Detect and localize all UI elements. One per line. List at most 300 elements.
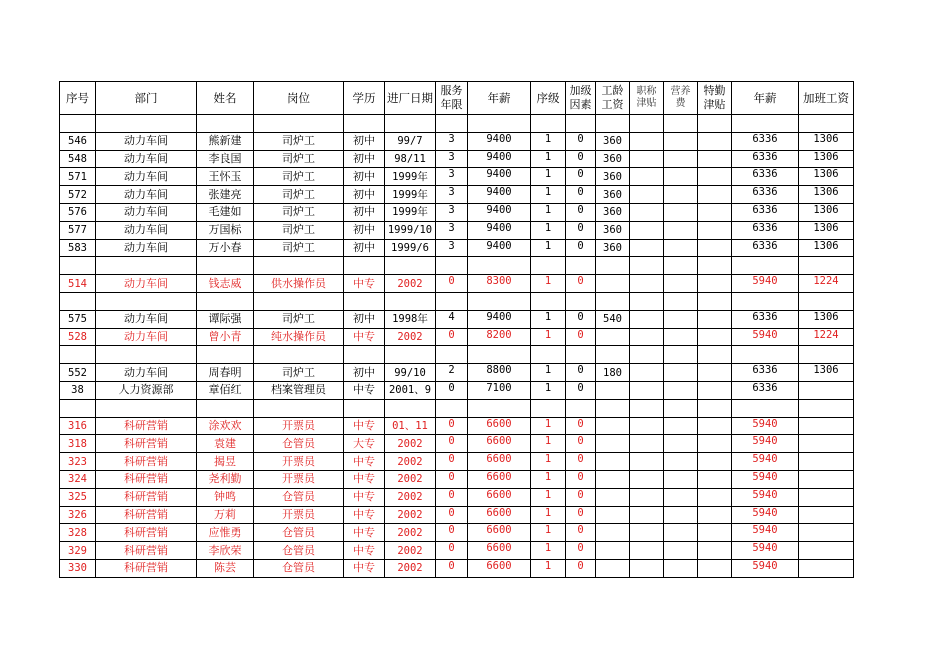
table-cell[interactable]: 中专 [344, 488, 385, 506]
table-cell[interactable]: 0 [436, 524, 468, 542]
table-cell[interactable]: 1306 [799, 168, 854, 186]
table-cell[interactable] [344, 346, 385, 364]
table-cell[interactable]: 1 [531, 310, 566, 328]
table-cell[interactable]: 司炉工 [254, 203, 344, 221]
table-cell[interactable]: 万小春 [197, 239, 254, 257]
header-cell[interactable]: 学历 [344, 82, 385, 115]
table-cell[interactable]: 0 [436, 559, 468, 577]
table-cell[interactable] [664, 488, 698, 506]
table-cell[interactable]: 1 [531, 275, 566, 293]
table-cell[interactable] [60, 257, 96, 275]
table-cell[interactable] [799, 542, 854, 560]
table-cell[interactable]: 初中 [344, 203, 385, 221]
table-cell[interactable] [197, 115, 254, 133]
table-cell[interactable] [254, 257, 344, 275]
table-cell[interactable]: 科研营销 [96, 417, 197, 435]
table-cell[interactable]: 开票员 [254, 453, 344, 471]
table-cell[interactable]: 1224 [799, 275, 854, 293]
table-cell[interactable]: 周春明 [197, 364, 254, 382]
table-cell[interactable] [630, 275, 664, 293]
table-cell[interactable]: 动力车间 [96, 364, 197, 382]
table-cell[interactable]: 0 [436, 381, 468, 399]
table-cell[interactable] [732, 115, 799, 133]
table-cell[interactable] [698, 115, 732, 133]
table-cell[interactable] [596, 506, 630, 524]
table-cell[interactable] [799, 381, 854, 399]
table-cell[interactable]: 开票员 [254, 470, 344, 488]
table-cell[interactable]: 6336 [732, 239, 799, 257]
table-cell[interactable]: 8200 [468, 328, 531, 346]
table-cell[interactable]: 1 [531, 186, 566, 204]
table-cell[interactable]: 0 [436, 488, 468, 506]
table-cell[interactable]: 6600 [468, 453, 531, 471]
table-cell[interactable]: 326 [60, 506, 96, 524]
table-cell[interactable] [630, 257, 664, 275]
table-cell[interactable] [596, 417, 630, 435]
table-cell[interactable]: 6600 [468, 559, 531, 577]
table-cell[interactable] [254, 292, 344, 310]
table-cell[interactable] [799, 559, 854, 577]
table-cell[interactable]: 5940 [732, 470, 799, 488]
table-cell[interactable]: 360 [596, 150, 630, 168]
table-cell[interactable] [254, 346, 344, 364]
table-cell[interactable] [531, 346, 566, 364]
table-cell[interactable]: 2002 [385, 435, 436, 453]
table-cell[interactable] [664, 417, 698, 435]
table-cell[interactable]: 0 [566, 150, 596, 168]
table-cell[interactable]: 0 [566, 221, 596, 239]
header-cell[interactable]: 特勤 津贴 [698, 82, 732, 115]
table-cell[interactable]: 初中 [344, 310, 385, 328]
table-cell[interactable]: 4 [436, 310, 468, 328]
header-cell[interactable]: 年薪 [468, 82, 531, 115]
header-cell[interactable]: 姓名 [197, 82, 254, 115]
table-cell[interactable]: 0 [566, 239, 596, 257]
table-cell[interactable]: 5940 [732, 453, 799, 471]
table-cell[interactable]: 0 [566, 542, 596, 560]
table-cell[interactable]: 初中 [344, 168, 385, 186]
table-cell[interactable]: 1306 [799, 310, 854, 328]
table-cell[interactable] [799, 417, 854, 435]
table-cell[interactable]: 档案管理员 [254, 381, 344, 399]
table-cell[interactable] [698, 203, 732, 221]
table-cell[interactable]: 0 [566, 203, 596, 221]
table-cell[interactable] [799, 435, 854, 453]
table-cell[interactable]: 科研营销 [96, 488, 197, 506]
header-cell[interactable]: 工龄 工资 [596, 82, 630, 115]
table-cell[interactable]: 初中 [344, 364, 385, 382]
table-cell[interactable]: 0 [566, 488, 596, 506]
table-cell[interactable] [596, 292, 630, 310]
table-cell[interactable]: 6336 [732, 203, 799, 221]
table-cell[interactable] [698, 275, 732, 293]
table-cell[interactable]: 动力车间 [96, 186, 197, 204]
table-cell[interactable]: 6600 [468, 488, 531, 506]
table-cell[interactable] [60, 115, 96, 133]
table-cell[interactable]: 2002 [385, 542, 436, 560]
table-cell[interactable] [664, 524, 698, 542]
table-cell[interactable] [596, 435, 630, 453]
table-cell[interactable]: 3 [436, 132, 468, 150]
table-cell[interactable]: 0 [566, 381, 596, 399]
table-cell[interactable]: 9400 [468, 186, 531, 204]
table-cell[interactable]: 0 [436, 417, 468, 435]
table-cell[interactable]: 98/11 [385, 150, 436, 168]
table-cell[interactable] [799, 292, 854, 310]
table-cell[interactable]: 动力车间 [96, 203, 197, 221]
table-cell[interactable]: 38 [60, 381, 96, 399]
table-cell[interactable] [566, 399, 596, 417]
table-cell[interactable] [436, 399, 468, 417]
table-cell[interactable] [566, 115, 596, 133]
table-cell[interactable] [698, 292, 732, 310]
table-cell[interactable] [698, 435, 732, 453]
table-cell[interactable] [664, 435, 698, 453]
table-cell[interactable] [596, 328, 630, 346]
table-cell[interactable]: 司炉工 [254, 150, 344, 168]
table-cell[interactable]: 司炉工 [254, 168, 344, 186]
table-cell[interactable]: 2002 [385, 453, 436, 471]
table-cell[interactable] [630, 239, 664, 257]
header-cell[interactable]: 序号 [60, 82, 96, 115]
table-cell[interactable] [664, 292, 698, 310]
table-cell[interactable] [197, 399, 254, 417]
table-cell[interactable]: 514 [60, 275, 96, 293]
table-cell[interactable] [468, 292, 531, 310]
table-cell[interactable]: 360 [596, 186, 630, 204]
table-cell[interactable]: 360 [596, 168, 630, 186]
table-cell[interactable] [596, 488, 630, 506]
table-cell[interactable] [385, 346, 436, 364]
table-cell[interactable] [630, 221, 664, 239]
table-cell[interactable]: 钱志威 [197, 275, 254, 293]
table-cell[interactable] [596, 381, 630, 399]
table-cell[interactable] [698, 488, 732, 506]
header-cell[interactable]: 加级 因素 [566, 82, 596, 115]
table-cell[interactable]: 329 [60, 542, 96, 560]
table-cell[interactable]: 9400 [468, 168, 531, 186]
table-cell[interactable]: 司炉工 [254, 132, 344, 150]
table-cell[interactable] [596, 346, 630, 364]
table-cell[interactable]: 1 [531, 221, 566, 239]
table-cell[interactable]: 1999年 [385, 168, 436, 186]
table-cell[interactable] [531, 257, 566, 275]
header-cell[interactable]: 服务 年限 [436, 82, 468, 115]
table-cell[interactable]: 0 [566, 559, 596, 577]
table-cell[interactable]: 5940 [732, 524, 799, 542]
table-cell[interactable] [436, 346, 468, 364]
table-cell[interactable]: 2002 [385, 488, 436, 506]
table-cell[interactable]: 科研营销 [96, 453, 197, 471]
table-cell[interactable]: 动力车间 [96, 310, 197, 328]
table-cell[interactable]: 323 [60, 453, 96, 471]
table-cell[interactable] [254, 399, 344, 417]
table-cell[interactable] [664, 257, 698, 275]
table-cell[interactable] [436, 115, 468, 133]
table-cell[interactable]: 180 [596, 364, 630, 382]
table-cell[interactable]: 1999/6 [385, 239, 436, 257]
table-cell[interactable] [436, 292, 468, 310]
table-cell[interactable] [197, 257, 254, 275]
table-cell[interactable] [698, 168, 732, 186]
table-cell[interactable]: 6336 [732, 132, 799, 150]
table-cell[interactable] [596, 524, 630, 542]
table-cell[interactable] [630, 488, 664, 506]
table-cell[interactable] [799, 115, 854, 133]
table-cell[interactable] [630, 506, 664, 524]
table-cell[interactable]: 9400 [468, 132, 531, 150]
table-cell[interactable]: 仓管员 [254, 559, 344, 577]
table-cell[interactable] [698, 364, 732, 382]
table-cell[interactable] [630, 132, 664, 150]
table-cell[interactable] [96, 399, 197, 417]
table-cell[interactable]: 0 [566, 506, 596, 524]
table-cell[interactable]: 仓管员 [254, 435, 344, 453]
table-cell[interactable]: 0 [566, 328, 596, 346]
table-cell[interactable]: 9400 [468, 310, 531, 328]
table-cell[interactable]: 动力车间 [96, 239, 197, 257]
table-cell[interactable] [664, 506, 698, 524]
table-cell[interactable] [468, 399, 531, 417]
table-cell[interactable]: 中专 [344, 453, 385, 471]
table-cell[interactable]: 万国标 [197, 221, 254, 239]
table-cell[interactable]: 6336 [732, 364, 799, 382]
table-cell[interactable] [531, 399, 566, 417]
table-cell[interactable]: 3 [436, 239, 468, 257]
table-cell[interactable]: 1 [531, 381, 566, 399]
table-cell[interactable] [197, 346, 254, 364]
table-cell[interactable] [664, 364, 698, 382]
table-cell[interactable]: 0 [436, 470, 468, 488]
table-cell[interactable] [698, 453, 732, 471]
table-cell[interactable]: 2002 [385, 275, 436, 293]
table-cell[interactable]: 科研营销 [96, 506, 197, 524]
header-cell[interactable]: 岗位 [254, 82, 344, 115]
table-cell[interactable]: 动力车间 [96, 132, 197, 150]
table-cell[interactable]: 2002 [385, 506, 436, 524]
table-cell[interactable] [596, 257, 630, 275]
table-cell[interactable]: 6336 [732, 168, 799, 186]
table-cell[interactable] [698, 559, 732, 577]
table-cell[interactable]: 动力车间 [96, 150, 197, 168]
table-cell[interactable]: 开票员 [254, 417, 344, 435]
table-cell[interactable] [664, 186, 698, 204]
table-cell[interactable]: 5940 [732, 488, 799, 506]
table-cell[interactable]: 1 [531, 488, 566, 506]
table-cell[interactable] [698, 346, 732, 364]
table-cell[interactable] [664, 381, 698, 399]
table-cell[interactable]: 仓管员 [254, 542, 344, 560]
table-cell[interactable]: 2001、9 [385, 381, 436, 399]
table-cell[interactable]: 9400 [468, 221, 531, 239]
table-cell[interactable]: 中专 [344, 524, 385, 542]
table-cell[interactable]: 3 [436, 221, 468, 239]
table-cell[interactable] [698, 186, 732, 204]
table-cell[interactable] [630, 150, 664, 168]
table-cell[interactable] [385, 115, 436, 133]
table-cell[interactable] [468, 115, 531, 133]
table-cell[interactable]: 初中 [344, 239, 385, 257]
table-cell[interactable] [732, 292, 799, 310]
table-cell[interactable] [698, 381, 732, 399]
table-cell[interactable]: 初中 [344, 150, 385, 168]
table-cell[interactable] [630, 203, 664, 221]
header-cell[interactable]: 序级 [531, 82, 566, 115]
table-cell[interactable] [664, 221, 698, 239]
table-cell[interactable] [664, 346, 698, 364]
table-cell[interactable] [664, 453, 698, 471]
table-cell[interactable]: 5940 [732, 506, 799, 524]
table-cell[interactable] [630, 559, 664, 577]
table-cell[interactable]: 5940 [732, 417, 799, 435]
table-cell[interactable]: 99/10 [385, 364, 436, 382]
table-cell[interactable] [630, 364, 664, 382]
table-cell[interactable]: 0 [566, 310, 596, 328]
table-cell[interactable]: 1224 [799, 328, 854, 346]
table-cell[interactable]: 司炉工 [254, 186, 344, 204]
table-cell[interactable]: 548 [60, 150, 96, 168]
table-cell[interactable]: 1306 [799, 186, 854, 204]
table-cell[interactable]: 576 [60, 203, 96, 221]
table-cell[interactable]: 0 [566, 435, 596, 453]
table-cell[interactable]: 0 [566, 470, 596, 488]
table-cell[interactable] [630, 346, 664, 364]
table-cell[interactable]: 谭际强 [197, 310, 254, 328]
table-cell[interactable]: 中专 [344, 506, 385, 524]
table-cell[interactable]: 3 [436, 150, 468, 168]
table-cell[interactable]: 初中 [344, 186, 385, 204]
table-cell[interactable]: 袁建 [197, 435, 254, 453]
table-cell[interactable]: 0 [566, 168, 596, 186]
table-cell[interactable]: 1 [531, 542, 566, 560]
table-cell[interactable]: 张建亮 [197, 186, 254, 204]
table-cell[interactable] [436, 257, 468, 275]
table-cell[interactable] [698, 150, 732, 168]
table-cell[interactable]: 司炉工 [254, 239, 344, 257]
table-cell[interactable]: 328 [60, 524, 96, 542]
table-cell[interactable] [664, 470, 698, 488]
table-cell[interactable]: 1 [531, 132, 566, 150]
table-cell[interactable]: 1 [531, 203, 566, 221]
table-cell[interactable]: 李欣荣 [197, 542, 254, 560]
table-cell[interactable] [566, 292, 596, 310]
table-cell[interactable]: 0 [436, 328, 468, 346]
table-cell[interactable]: 科研营销 [96, 435, 197, 453]
table-cell[interactable] [96, 257, 197, 275]
table-cell[interactable]: 01、11 [385, 417, 436, 435]
table-cell[interactable] [664, 132, 698, 150]
table-cell[interactable]: 0 [566, 453, 596, 471]
table-cell[interactable]: 章佰红 [197, 381, 254, 399]
table-cell[interactable] [531, 292, 566, 310]
table-cell[interactable] [799, 257, 854, 275]
table-cell[interactable] [96, 292, 197, 310]
table-cell[interactable]: 2002 [385, 470, 436, 488]
table-cell[interactable] [630, 524, 664, 542]
table-cell[interactable]: 360 [596, 221, 630, 239]
table-cell[interactable]: 2002 [385, 328, 436, 346]
table-cell[interactable]: 0 [566, 186, 596, 204]
table-cell[interactable] [596, 453, 630, 471]
table-cell[interactable]: 钟鸣 [197, 488, 254, 506]
table-cell[interactable] [385, 292, 436, 310]
table-cell[interactable]: 9400 [468, 150, 531, 168]
table-cell[interactable]: 0 [436, 435, 468, 453]
table-cell[interactable]: 3 [436, 186, 468, 204]
table-cell[interactable]: 6600 [468, 435, 531, 453]
table-cell[interactable]: 5940 [732, 328, 799, 346]
table-cell[interactable]: 1 [531, 417, 566, 435]
table-cell[interactable]: 动力车间 [96, 221, 197, 239]
table-cell[interactable]: 大专 [344, 435, 385, 453]
table-cell[interactable]: 0 [436, 542, 468, 560]
table-cell[interactable]: 571 [60, 168, 96, 186]
table-cell[interactable] [698, 310, 732, 328]
table-cell[interactable] [60, 346, 96, 364]
table-cell[interactable] [799, 470, 854, 488]
table-cell[interactable] [799, 506, 854, 524]
table-cell[interactable] [799, 453, 854, 471]
table-cell[interactable] [630, 292, 664, 310]
table-cell[interactable]: 8300 [468, 275, 531, 293]
table-cell[interactable] [630, 435, 664, 453]
table-cell[interactable] [664, 150, 698, 168]
table-cell[interactable]: 99/7 [385, 132, 436, 150]
table-cell[interactable] [664, 115, 698, 133]
table-cell[interactable]: 供水操作员 [254, 275, 344, 293]
table-cell[interactable]: 1306 [799, 221, 854, 239]
table-cell[interactable]: 5940 [732, 275, 799, 293]
table-cell[interactable]: 528 [60, 328, 96, 346]
table-cell[interactable]: 583 [60, 239, 96, 257]
table-cell[interactable]: 6600 [468, 542, 531, 560]
table-cell[interactable]: 0 [566, 417, 596, 435]
table-cell[interactable] [698, 239, 732, 257]
table-cell[interactable]: 1 [531, 150, 566, 168]
table-cell[interactable] [732, 257, 799, 275]
header-cell[interactable]: 部门 [96, 82, 197, 115]
table-cell[interactable] [698, 470, 732, 488]
header-cell[interactable]: 营养 费 [664, 82, 698, 115]
table-cell[interactable] [531, 115, 566, 133]
table-cell[interactable]: 王怀玉 [197, 168, 254, 186]
table-cell[interactable]: 1 [531, 524, 566, 542]
table-cell[interactable] [799, 524, 854, 542]
table-cell[interactable] [60, 399, 96, 417]
table-cell[interactable]: 司炉工 [254, 364, 344, 382]
table-cell[interactable]: 0 [566, 132, 596, 150]
table-cell[interactable]: 6600 [468, 506, 531, 524]
table-cell[interactable]: 5940 [732, 542, 799, 560]
table-cell[interactable] [630, 328, 664, 346]
table-cell[interactable] [698, 542, 732, 560]
table-cell[interactable] [197, 292, 254, 310]
table-cell[interactable]: 6336 [732, 221, 799, 239]
table-cell[interactable]: 360 [596, 239, 630, 257]
table-cell[interactable] [799, 346, 854, 364]
table-cell[interactable] [385, 257, 436, 275]
table-cell[interactable] [596, 470, 630, 488]
table-cell[interactable] [630, 115, 664, 133]
table-cell[interactable] [468, 257, 531, 275]
table-cell[interactable]: 1306 [799, 203, 854, 221]
table-cell[interactable]: 1 [531, 364, 566, 382]
header-cell[interactable]: 加班工资 [799, 82, 854, 115]
table-cell[interactable]: 初中 [344, 221, 385, 239]
table-cell[interactable]: 科研营销 [96, 524, 197, 542]
table-cell[interactable]: 1 [531, 559, 566, 577]
table-cell[interactable]: 1 [531, 328, 566, 346]
